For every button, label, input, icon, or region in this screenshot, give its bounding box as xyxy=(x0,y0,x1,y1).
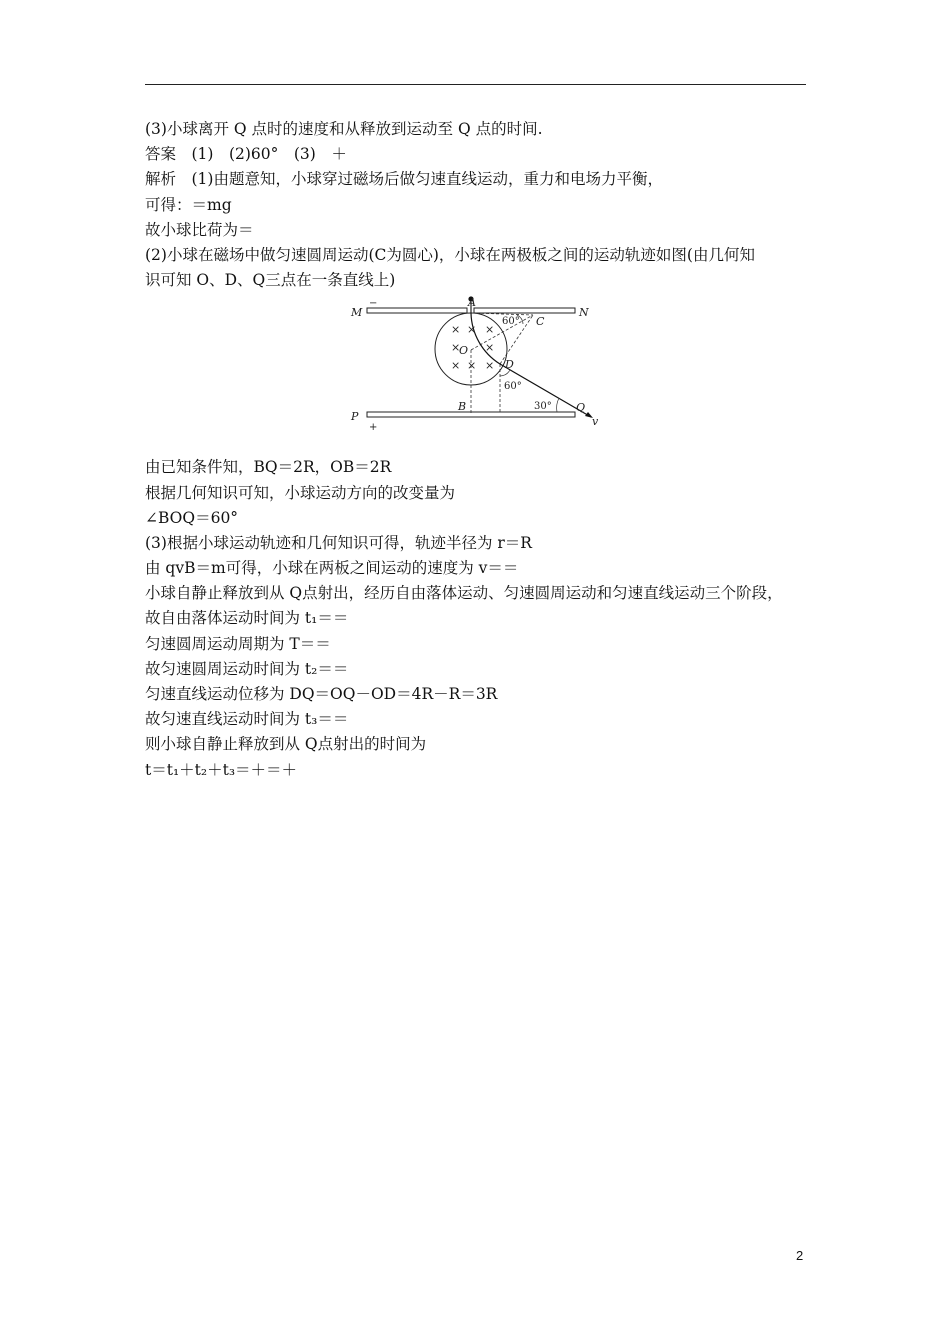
field-cross: × xyxy=(485,323,495,337)
label-plus: + xyxy=(369,422,378,434)
text-line: 故匀速圆周运动时间为 t₂＝＝ xyxy=(145,659,349,678)
label-M: M xyxy=(351,306,363,320)
field-cross: × xyxy=(467,359,477,373)
label-minus: − xyxy=(369,298,378,310)
label-D: D xyxy=(505,358,514,372)
text-line: 匀速直线运动位移为 DQ＝OQ－OD＝4R－R＝3R xyxy=(145,685,498,703)
angle-label-bottom: 30° xyxy=(534,401,552,413)
field-cross: × xyxy=(485,359,495,373)
plate-left-top xyxy=(367,308,467,313)
label-A: A xyxy=(468,296,476,310)
text-line: 故匀速直线运动时间为 t₃＝＝ xyxy=(145,710,349,729)
text-line: 小球自静止释放到从 Q点射出，经历自由落体运动、匀速圆周运动和匀速直线运动三个阶段， xyxy=(145,584,783,603)
document-body xyxy=(145,117,815,783)
label-N: N xyxy=(579,306,589,320)
text-line: 解析 (1)由题意知，小球穿过磁场后做匀速直线运动，重力和电场力平衡， xyxy=(145,170,663,189)
text-line: (3)根据小球运动轨迹和几何知识可得，轨迹半径为 r＝R xyxy=(145,533,532,552)
field-cross: × xyxy=(451,323,461,337)
text-line: 由已知条件知，BQ＝2R，OB＝2R xyxy=(145,458,392,477)
plate-right-top xyxy=(474,308,575,313)
label-v: v xyxy=(592,415,599,429)
trajectory-diagram xyxy=(345,293,605,455)
text-line: 由 qvB＝m可得，小球在两板之间运动的速度为 v＝＝ xyxy=(145,559,519,578)
angle-label-top: 60° xyxy=(502,316,520,328)
text-line: (2)小球在磁场中做匀速圆周运动(C为圆心)，小球在两极板之间的运动轨迹如图(由几何知 xyxy=(145,245,755,264)
header-rule xyxy=(145,84,806,85)
physics-figure xyxy=(145,293,815,455)
text-line: 故小球比荷为＝ xyxy=(145,220,254,239)
text-line: 根据几何知识可知，小球运动方向的改变量为 xyxy=(145,483,456,502)
angle-arc-bottom xyxy=(557,398,559,412)
field-cross: × xyxy=(451,341,461,355)
arc-path xyxy=(471,313,500,364)
text-line: 匀速圆周运动周期为 T＝＝ xyxy=(145,634,331,653)
page-number: 2 xyxy=(796,1248,804,1263)
label-P: P xyxy=(351,410,359,424)
field-cross: × xyxy=(485,341,495,355)
angle-label-mid: 60° xyxy=(504,381,522,393)
text-line: 则小球自静止释放到从 Q点射出的时间为 xyxy=(145,735,427,754)
label-C: C xyxy=(536,315,545,329)
text-line: 识可知 O、D、Q三点在一条直线上) xyxy=(145,271,396,290)
field-cross: × xyxy=(451,359,461,373)
text-line: 故自由落体运动时间为 t₁＝＝ xyxy=(145,609,349,628)
text-line: t＝t₁＋t₂＋t₃＝＋＝＋ xyxy=(145,760,298,779)
text-line: 可得：＝mg xyxy=(145,195,232,214)
text-line: (3)小球离开 Q 点时的速度和从释放到运动至 Q 点的时间. xyxy=(145,120,543,138)
label-B: B xyxy=(458,400,467,414)
text-line: 答案 (1) (2)60° (3) ＋ xyxy=(145,145,347,164)
field-cross: × xyxy=(467,323,477,337)
label-Q: Q xyxy=(576,401,586,415)
text-line: ∠BOQ＝60° xyxy=(145,508,239,527)
label-O: O xyxy=(459,344,469,358)
